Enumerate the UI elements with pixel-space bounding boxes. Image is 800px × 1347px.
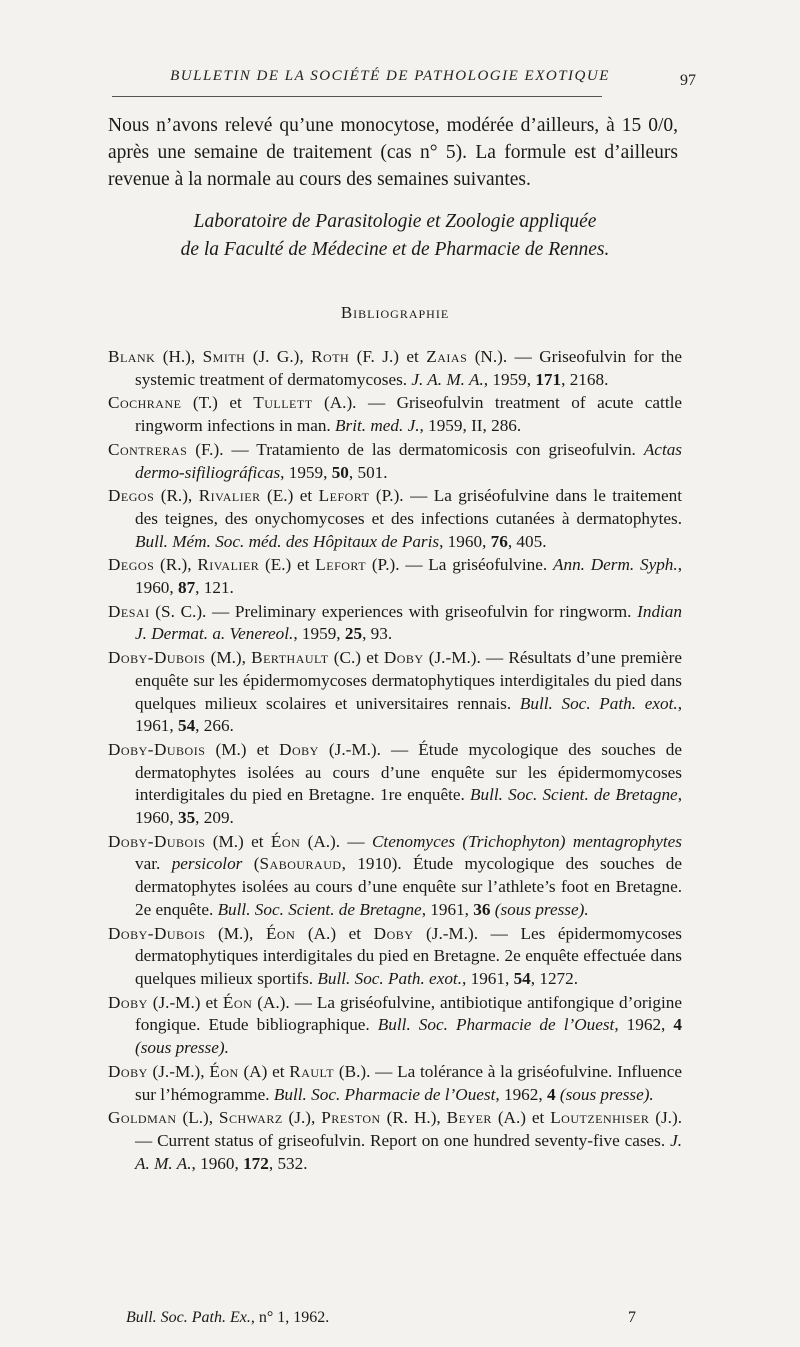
- volume: 50: [331, 462, 349, 482]
- volume: 4: [546, 1084, 556, 1104]
- ref-text: (A.). — Griseofulvin treatment of acute cattle ringworm infections in man.: [135, 393, 682, 436]
- volume: 87: [177, 578, 196, 598]
- journal: Bull. Soc. Scient. de Bretagne: [470, 785, 678, 805]
- ref-text: , 1962,: [495, 1084, 547, 1104]
- ref-text: (J.-M.),: [147, 1061, 210, 1081]
- author: Zaias: [426, 347, 468, 366]
- reference-item: [108, 1061, 682, 1106]
- ref-text: (E.) et: [259, 555, 316, 575]
- reference-item: [108, 923, 682, 991]
- journal: Bull. Mém. Soc. méd. des Hôpitaux de Paris: [135, 531, 440, 551]
- author: Roth: [311, 347, 350, 366]
- in-press-note: (sous presse).: [490, 899, 589, 919]
- author: Cochrane: [108, 393, 182, 413]
- ref-text: (A.). —: [300, 831, 372, 851]
- reference-item: [108, 392, 682, 437]
- journal: Bull. Soc. Path. exot.: [519, 693, 678, 713]
- author: Rivalier: [197, 555, 260, 575]
- ref-text: , 209.: [195, 808, 234, 828]
- ref-text: , 2168.: [561, 369, 609, 389]
- author: Goldman: [108, 1108, 177, 1128]
- ref-text: , 93.: [362, 624, 393, 644]
- ref-text: (M.),: [205, 648, 252, 668]
- lab-line-2: de la Faculté de Médecine et de Pharmacie de Rennes.: [180, 239, 610, 260]
- author: Schwarz: [218, 1108, 283, 1128]
- ref-text: , 1910). Étude mycologique des souches de dermatophytes isolées au cours d’une enquête sur l’athlete’s foot en Bretagne. 2e enquête.: [135, 854, 683, 919]
- ref-text: (P.). — La griséofulvine dans le traitement des teignes, des onychomycoses et des infections cutanées à dermatophytes.: [135, 486, 682, 528]
- author: Éon: [265, 923, 296, 943]
- ref-text: , 1962,: [614, 1015, 674, 1035]
- reference-item: [108, 346, 682, 391]
- ref-text: , 121.: [195, 578, 234, 598]
- variety-name: persicolor: [171, 854, 243, 874]
- ref-text: (J.-M.). — Résultats d’une première enquête sur les épidermomycoses dermatophytiques interdigitales du pied dans quelques milieux scolaires et universitaires rennais.: [135, 648, 682, 713]
- author: Doby: [279, 739, 319, 759]
- author: Degos: [108, 555, 155, 575]
- footer-issue: , n° 1, 1962.: [250, 1309, 330, 1326]
- ref-text: , 1272.: [530, 968, 579, 988]
- volume: 54: [513, 968, 531, 988]
- ref-text: (P.). — La griséofulvine.: [366, 555, 553, 575]
- author: Lefort: [315, 555, 367, 575]
- reference-item: [108, 1107, 682, 1175]
- journal: J. A. M. A.: [411, 369, 484, 389]
- ref-text: , 1960,: [191, 1153, 244, 1173]
- ref-text: (B.). — La tolérance à la griséofulvine. Influence sur l’hémogramme.: [135, 1061, 683, 1104]
- ref-text: (T.) et: [181, 393, 254, 413]
- laboratory-affiliation: [110, 208, 680, 264]
- ref-text: , 1961,: [135, 693, 682, 736]
- ref-text: (L.),: [176, 1108, 219, 1128]
- journal: Bull. Soc. Pharmacie de l’Ouest: [273, 1084, 496, 1104]
- ref-text: , 1960,: [439, 531, 491, 551]
- author: Éon: [270, 831, 301, 851]
- ref-text: (J.). — Current status of griseofulvin. Report on one hundred seventy-five cases.: [135, 1108, 682, 1150]
- volume: 171: [535, 369, 562, 389]
- journal: Bull. Soc. Pharmacie de l’Ouest: [377, 1015, 615, 1035]
- ref-text: , 405.: [507, 531, 547, 551]
- ref-text: (M.) et: [205, 739, 280, 759]
- reference-item: [108, 739, 682, 830]
- volume: 172: [243, 1153, 269, 1173]
- author: Contreras: [108, 439, 188, 459]
- author: Tullett: [253, 393, 313, 413]
- footer-journal: Bull. Soc. Path. Ex.: [126, 1309, 251, 1326]
- ref-text: (H.),: [155, 347, 203, 366]
- author: Doby-Dubois: [108, 739, 206, 759]
- ref-text: (A) et: [238, 1061, 290, 1081]
- author: Doby: [383, 648, 424, 668]
- bibliography-heading: Bibliographie: [340, 303, 450, 322]
- author: Lefort: [318, 486, 370, 506]
- reference-item: [108, 992, 682, 1060]
- author: Sabouraud: [259, 854, 342, 874]
- ref-text: , 501.: [348, 462, 388, 482]
- ref-text: , 1960,: [135, 555, 682, 598]
- ref-text: (A.) et: [295, 923, 374, 943]
- page-number: 97: [680, 72, 696, 89]
- sheet-number: 7: [628, 1309, 636, 1326]
- ref-text: (J.-M.). — Étude mycologique des souches de dermatophytes isolées au cours d’une enquête sur les épidermomycoses interdigitales du pied en Bretagne. 1re enquête.: [135, 739, 682, 805]
- ref-text: (A.) et: [491, 1108, 551, 1128]
- intro-paragraph: Nous n’avons relevé qu’une monocytose, modérée d’ailleurs, à 15 0/0, après une semaine de traitement (cas n° 5). La formule est d’ailleurs revenue à la normale au cours des semaines suivantes.: [108, 115, 678, 190]
- ref-text: (M.) et: [205, 831, 271, 851]
- ref-text: (J. G.),: [245, 347, 312, 366]
- reference-item: [108, 831, 682, 922]
- lab-line-1: Laboratoire de Parasitologie et Zoologie appliquée: [193, 211, 597, 232]
- reference-item: [108, 554, 682, 599]
- author: Smith: [202, 347, 246, 366]
- ref-text: (R. H.),: [380, 1108, 447, 1128]
- volume: 76: [490, 531, 508, 551]
- ref-text: (R.),: [154, 555, 198, 575]
- ref-text: (C.) et: [328, 648, 384, 668]
- journal: J. A. M. A.: [135, 1130, 682, 1173]
- ref-text: , 1961,: [421, 899, 474, 919]
- ref-text: var.: [135, 854, 172, 874]
- author: Berthault: [251, 648, 329, 668]
- ref-text: (J.),: [282, 1108, 322, 1128]
- journal: Brit. med. J.: [335, 416, 420, 436]
- volume: 25: [344, 624, 363, 644]
- volume: 36: [473, 899, 491, 919]
- ref-text: (J.-M.) et: [147, 992, 223, 1012]
- reference-item: [108, 485, 682, 553]
- author: Doby-Dubois: [108, 648, 206, 668]
- author: Desai: [108, 601, 150, 621]
- ref-text: , 266.: [195, 716, 234, 736]
- journal: Actas dermo-sifiliográficas: [135, 439, 682, 482]
- author: Rivalier: [198, 486, 261, 506]
- author: Doby-Dubois: [108, 831, 206, 851]
- species-name: Ctenomyces (Trichophyton) mentagrophytes: [371, 831, 682, 851]
- author: Doby-Dubois: [108, 923, 206, 943]
- journal: Indian J. Dermat. a. Venereol.: [135, 601, 682, 644]
- ref-text: (A.). — La griséofulvine, antibiotique antifongique d’origine fongique. Etude bibliographique.: [135, 992, 682, 1035]
- ref-text: (J.-M.). — Les épidermomycoses dermatophytiques interdigitales du pied en Bretagne. 2e enquête effectuée dans quelques milieux sportifs.: [135, 923, 682, 988]
- ref-text: (F.). — Tratamiento de las dermatomicosis con griseofulvin.: [187, 439, 644, 459]
- ref-text: (: [242, 854, 260, 874]
- author: Doby: [373, 923, 414, 943]
- footer-citation: [126, 1309, 329, 1327]
- running-header: BULLETIN DE LA SOCIÉTÉ DE PATHOLOGIE EXOTIQUE: [170, 68, 610, 84]
- ref-text: (N.). — Griseofulvin for the systemic treatment of dermatomycoses.: [135, 347, 682, 389]
- ref-text: (S. C.). — Preliminary experiences with griseofulvin for ringworm.: [149, 601, 638, 621]
- ref-text: , 1959,: [293, 624, 345, 644]
- header-rule: [112, 96, 602, 97]
- ref-text: , 1959,: [483, 369, 536, 389]
- author: Doby: [108, 992, 148, 1012]
- reference-list: [108, 346, 682, 1176]
- author: Rault: [289, 1061, 335, 1081]
- volume: 4: [673, 1015, 682, 1035]
- ref-text: (F. J.) et: [349, 347, 427, 366]
- author: Loutzenhiser: [550, 1108, 650, 1128]
- journal: Bull. Soc. Path. exot.: [317, 968, 462, 988]
- reference-item: [108, 647, 682, 738]
- author: Beyer: [446, 1108, 492, 1128]
- in-press-note: (sous presse).: [135, 1038, 229, 1058]
- reference-item: [108, 601, 682, 646]
- journal: Ann. Derm. Syph.: [552, 555, 678, 575]
- ref-text: (R.),: [154, 486, 199, 506]
- journal: Bull. Soc. Scient. de Bretagne: [217, 899, 422, 919]
- ref-text: , 1959, II, 286.: [419, 416, 522, 436]
- ref-text: , 1961,: [462, 968, 514, 988]
- volume: 54: [177, 716, 196, 736]
- in-press-note: (sous presse).: [555, 1084, 654, 1104]
- ref-text: , 1959,: [280, 462, 332, 482]
- author: Degos: [108, 486, 155, 506]
- ref-text: (E.) et: [260, 486, 319, 506]
- volume: 35: [177, 808, 196, 828]
- author: Éon: [222, 992, 253, 1012]
- author: Preston: [321, 1108, 381, 1128]
- author: Blank: [108, 347, 156, 366]
- ref-text: (M.),: [205, 923, 266, 943]
- ref-text: , 1960,: [135, 785, 682, 828]
- author: Doby: [108, 1061, 148, 1081]
- ref-text: , 532.: [268, 1153, 308, 1173]
- author: Éon: [209, 1061, 239, 1081]
- reference-item: [108, 439, 682, 484]
